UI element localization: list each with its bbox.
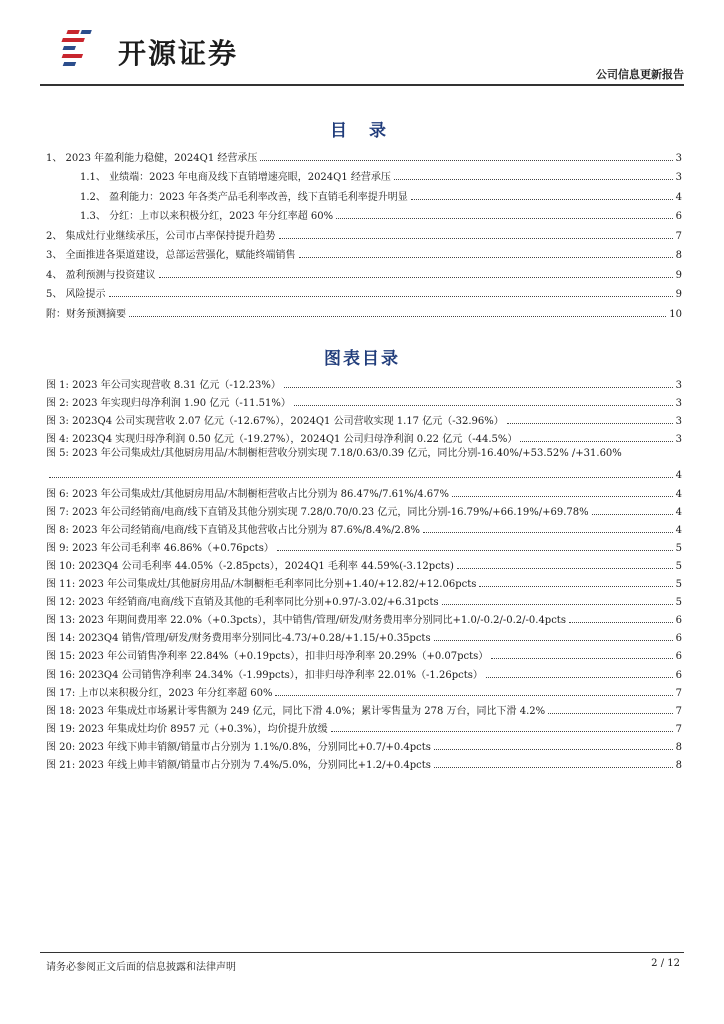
figure-entry-page: 6	[675, 633, 682, 645]
figure-entry[interactable]	[46, 735, 682, 753]
figure-entry[interactable]	[46, 753, 682, 771]
leader-dots	[260, 160, 672, 161]
logo-mark-icon	[50, 24, 110, 72]
figure-entry[interactable]	[46, 554, 682, 572]
toc-entry[interactable]	[46, 144, 682, 164]
toc-entry-label: 3、 全面推进各渠道建设，总部运营强化，赋能终端销售	[46, 250, 296, 261]
toc-entry-label: 1.2、 盈利能力：2023 年各类产品毛利率改善，线下直销毛利率提升明显	[80, 191, 408, 203]
figure-entry-label: 图 13: 2023 年期间费用率 22.0%（+0.3pcts），其中销售/管理/研发/财务费用率分别同比+1.0/-0.2/-0.2/-0.4pcts	[46, 615, 566, 627]
toc-entry-page: 3	[675, 172, 682, 183]
figure-entry[interactable]	[46, 608, 682, 626]
figure-entry-page: 4	[675, 488, 682, 500]
leader-dots	[434, 749, 673, 750]
leader-dots	[279, 238, 673, 239]
figures-list	[46, 373, 682, 771]
figure-entry-page: 7	[675, 723, 682, 735]
figure-entry-label: 图 3: 2023Q4 公司实现营收 2.07 亿元（-12.67%），2024Q1 公司营收实现 1.17 亿元（-32.96%）	[46, 416, 504, 428]
figure-entry[interactable]	[46, 536, 682, 554]
leader-dots	[331, 731, 673, 732]
toc-entry[interactable]	[46, 261, 682, 281]
toc-entry[interactable]	[46, 300, 682, 320]
figure-entry-page: 8	[675, 759, 682, 771]
figure-entry-page: 4	[675, 506, 682, 518]
figure-entry-label: 图 5: 2023 年公司集成灶/其他厨房用品/木制橱柜营收分别实现 7.18/0.63/0.39 亿元，同比分别-16.40%/+53.52% /+31.60%	[46, 448, 622, 460]
figure-entry-label: 图 16: 2023Q4 公司销售净利率 24.34%（-1.99pcts），扣非归母净利率 22.01%（-1.26pcts）	[46, 669, 483, 681]
leader-dots	[434, 640, 673, 641]
figure-entry-label: 图 2: 2023 年实现归母净利润 1.90 亿元（-11.51%）	[46, 398, 291, 410]
leader-dots	[442, 604, 673, 605]
figure-entry[interactable]	[46, 391, 682, 409]
toc-entry-page: 3	[675, 152, 682, 164]
figure-entry[interactable]	[46, 626, 682, 644]
figure-entry-label: 图 12: 2023 年经销商/电商/线下直销及其他的毛利率同比分别+0.97/-3.02/+6.31pcts	[46, 597, 439, 609]
leader-dots	[159, 277, 673, 278]
footer-disclaimer: 请务必参阅正文后面的信息披露和法律声明	[46, 962, 236, 973]
leader-dots	[569, 622, 673, 623]
toc-entry-page: 9	[675, 269, 682, 281]
toc-entry[interactable]	[46, 242, 682, 262]
figure-entry-label: 图 6: 2023 年公司集成灶/其他厨房用品/木制橱柜营收占比分别为 86.47%/7.61%/4.67%	[46, 488, 450, 500]
toc-entry-label: 4、 盈利预测与投资建议	[46, 269, 156, 281]
toc-entry-page: 9	[675, 289, 682, 300]
figure-entry[interactable]	[46, 481, 682, 499]
figure-entry-label: 图 21: 2023 年线上帅丰销额/销量市占分别为 7.4%/5.0%，分别同比+1.2/+0.4pcts	[46, 759, 431, 771]
leader-dots	[479, 586, 672, 587]
figure-entry-label: 图 15: 2023 年公司销售净利率 22.84%（+0.19pcts），扣非归母净利率 20.29%（+0.07pcts）	[46, 651, 489, 663]
toc-entry-page: 8	[675, 250, 682, 261]
figure-entry-page: 4	[675, 524, 682, 536]
figure-entry-page: 8	[675, 741, 682, 753]
figure-entry-page: 6	[675, 615, 682, 627]
figure-entry[interactable]	[46, 427, 682, 445]
toc-entry[interactable]	[46, 281, 682, 301]
figure-entry[interactable]	[46, 373, 682, 391]
figure-entry-label: 图 1: 2023 年公司实现营收 8.31 亿元（-12.23%）	[46, 380, 281, 392]
report-type: 公司信息更新报告	[596, 68, 684, 81]
leader-dots	[592, 514, 673, 515]
leader-dots	[394, 179, 673, 180]
company-logo	[50, 24, 310, 72]
figure-entry[interactable]	[46, 409, 682, 427]
toc-entry-label: 2、 集成灶行业继续承压，公司市占率保持提升趋势	[46, 230, 276, 242]
figure-entry-page: 3	[675, 380, 682, 392]
figure-entry-label: 图 10: 2023Q4 公司毛利率 44.05%（-2.85pcts），2024Q1 毛利率 44.59%(-3.12pcts)	[46, 560, 454, 572]
figure-entry[interactable]	[46, 717, 682, 735]
leader-dots	[275, 695, 672, 696]
figure-entry[interactable]	[46, 518, 682, 536]
toc-title: 目 录	[330, 121, 394, 141]
leader-dots	[109, 296, 673, 297]
leader-dots	[452, 496, 673, 497]
leader-dots	[129, 316, 666, 317]
footer-rule	[40, 952, 684, 953]
figure-entry-page: 3	[675, 416, 682, 428]
leader-dots	[284, 387, 673, 388]
figure-entry-page: 5	[675, 597, 682, 609]
figure-entry-label: 图 14: 2023Q4 销售/管理/研发/财务费用率分别同比-4.73/+0.28/+1.15/+0.35pcts	[46, 633, 431, 645]
figure-entry-page: 3	[675, 398, 682, 410]
figure-entry[interactable]	[46, 644, 682, 662]
figure-entry[interactable]	[46, 590, 682, 608]
leader-dots	[486, 677, 673, 678]
leader-dots	[507, 423, 673, 424]
figure-entry[interactable]	[46, 662, 682, 680]
figure-entry-label: 图 20: 2023 年线下帅丰销额/销量市占分别为 1.1%/0.8%，分别同比+0.7/+0.4pcts	[46, 741, 431, 753]
figure-entry[interactable]	[46, 699, 682, 717]
figure-entry-page: 5	[675, 560, 682, 572]
figure-entry[interactable]	[46, 500, 682, 518]
figure-entry[interactable]	[46, 572, 682, 590]
leader-dots	[299, 257, 673, 258]
figure-entry-label: 图 4: 2023Q4 实现归母净利润 0.50 亿元（-19.27%），2024Q1 公司归母净利润 0.22 亿元（-44.5%）	[46, 434, 518, 446]
toc-entry-page: 4	[675, 191, 682, 203]
leader-dots	[277, 550, 673, 551]
figure-entry-page: 4	[675, 470, 682, 482]
toc-list	[46, 144, 682, 320]
leader-dots	[491, 658, 672, 659]
figure-entry[interactable]	[46, 445, 682, 481]
leader-dots	[423, 532, 673, 533]
leader-dots	[520, 441, 672, 442]
figure-entry-page: 7	[675, 705, 682, 717]
figure-entry-page: 7	[675, 687, 682, 699]
toc-entry-label: 1、 2023 年盈利能力稳健，2024Q1 经营承压	[46, 152, 258, 164]
leader-dots	[336, 218, 673, 219]
header-rule	[40, 84, 684, 86]
brand-name: 开源证券	[118, 37, 239, 70]
figure-entry-page: 5	[675, 579, 682, 591]
toc-entry-label: 附：财务预测摘要	[46, 308, 126, 320]
leader-dots	[548, 713, 672, 714]
leader-dots	[434, 767, 673, 768]
figure-entry-page: 6	[675, 651, 682, 663]
figure-entry-label: 图 17: 上市以来积极分红，2023 年分红率超 60%	[46, 687, 273, 699]
figure-entry-page: 5	[675, 542, 682, 554]
toc-entry[interactable]	[46, 222, 682, 242]
page-number: 2 / 12	[651, 958, 680, 969]
figure-entry-label: 图 19: 2023 年集成灶均价 8957 元（+0.3%），均价提升放缓	[46, 723, 328, 735]
figure-entry-label: 图 8: 2023 年公司经销商/电商/线下直销及其他营收占比分别为 87.6%/8.4%/2.8%	[46, 524, 420, 536]
page-header	[40, 14, 684, 84]
leader-dots	[294, 405, 673, 406]
toc-entry[interactable]	[46, 203, 682, 223]
figure-entry-label: 图 11: 2023 年公司集成灶/其他厨房用品/木制橱柜毛利率同比分别+1.40/+12.82/+12.06pcts	[46, 579, 477, 591]
toc-entry-page: 7	[675, 230, 682, 242]
toc-entry-page: 6	[675, 211, 682, 222]
figure-entry-label: 图 7: 2023 年公司经销商/电商/线下直销及其他分别实现 7.28/0.70/0.23 亿元，同比分别-16.79%/+66.19%/+69.78%	[46, 506, 589, 518]
figure-entry-label: 图 9: 2023 年公司毛利率 46.86%（+0.76pcts）	[46, 542, 274, 554]
toc-entry-page: 10	[669, 308, 682, 320]
leader-dots	[411, 199, 673, 200]
toc-entry[interactable]	[46, 183, 682, 203]
figure-entry[interactable]	[46, 681, 682, 699]
toc-entry[interactable]	[46, 164, 682, 184]
figure-entry-label: 图 18: 2023 年集成灶市场累计零售额为 249 亿元，同比下滑 4.0%；累计零售量为 278 万台，同比下滑 4.2%	[46, 705, 546, 717]
toc-entry-label: 1.3、 分红：上市以来积极分红，2023 年分红率超 60%	[80, 211, 334, 222]
toc-entry-label: 5、 风险提示	[46, 289, 106, 300]
leader-dots	[457, 568, 673, 569]
figures-title: 图表目录	[324, 349, 400, 369]
figure-entry-page: 6	[675, 669, 682, 681]
figure-entry-page: 3	[675, 434, 682, 446]
leader-dots	[49, 477, 673, 478]
toc-entry-label: 1.1、 业绩端：2023 年电商及线下直销增速亮眼，2024Q1 经营承压	[80, 172, 391, 183]
